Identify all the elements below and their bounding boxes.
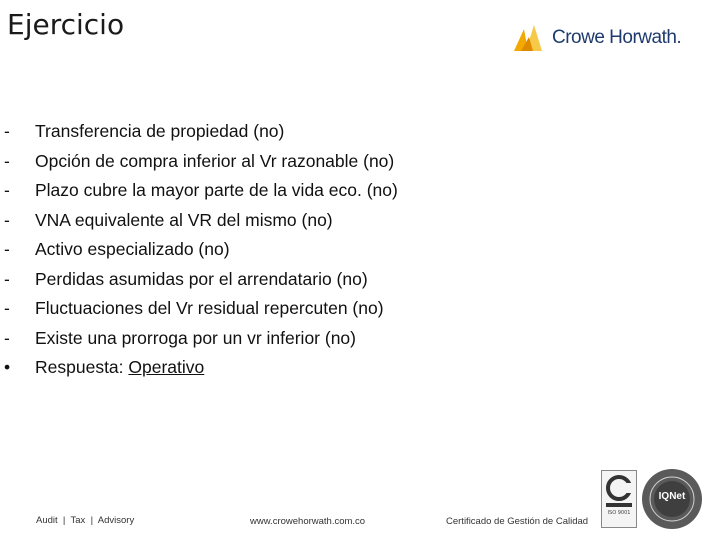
logo-text: Crowe Horwath. <box>552 27 682 48</box>
bullet-marker: - <box>4 209 10 230</box>
crowe-horwath-logo <box>512 18 712 58</box>
bullet-item <box>0 206 398 236</box>
iso-label: ISO 9001 <box>607 510 631 516</box>
answer-label: Respuesta: <box>35 357 129 378</box>
slide-title: Ejercicio <box>7 8 125 41</box>
icontec-icon <box>602 471 636 509</box>
answer-item <box>0 353 398 383</box>
bullet-text: Plazo cubre la mayor parte de la vida eco. (no) <box>35 180 398 201</box>
footer-website: www.crowehorwath.com.co <box>250 516 366 527</box>
iso-certification-badge <box>601 470 637 528</box>
bullet-marker: - <box>4 150 10 171</box>
bullet-marker: - <box>4 298 10 319</box>
iqnet-certification-badge <box>641 468 703 530</box>
bullet-text: VNA equivalente al VR del mismo (no) <box>35 209 333 230</box>
answer-value: Operativo <box>128 357 205 378</box>
bullet-marker: - <box>4 239 10 260</box>
answer-marker: • <box>4 357 11 378</box>
bullet-item <box>0 324 398 354</box>
bullet-item <box>0 147 398 177</box>
bullet-item <box>0 265 398 295</box>
bullet-marker: - <box>4 268 10 289</box>
bullet-item <box>0 235 398 265</box>
bullet-marker: - <box>4 121 10 142</box>
bullet-item <box>0 294 398 324</box>
bullet-marker: - <box>4 180 10 201</box>
footer-services: Audit | Tax | Advisory <box>36 515 135 526</box>
bullet-text: Fluctuaciones del Vr residual repercuten (no) <box>35 298 384 319</box>
bullet-text: Activo especializado (no) <box>35 239 230 260</box>
bullet-marker: - <box>4 327 10 348</box>
crowe-logo-mark-icon <box>512 23 546 53</box>
iqnet-label: IQNet <box>658 491 686 502</box>
footer-certificate-text: Certificado de Gestión de Calidad <box>446 516 589 527</box>
bullet-text: Perdidas asumidas por el arrendatario (no) <box>35 268 368 289</box>
bullet-item <box>0 117 398 147</box>
bullet-list <box>0 117 398 383</box>
bullet-text: Transferencia de propiedad (no) <box>35 121 285 142</box>
bullet-text: Existe una prorroga por un vr inferior (no) <box>35 327 356 348</box>
bullet-text: Opción de compra inferior al Vr razonable (no) <box>35 150 395 171</box>
bullet-item <box>0 176 398 206</box>
